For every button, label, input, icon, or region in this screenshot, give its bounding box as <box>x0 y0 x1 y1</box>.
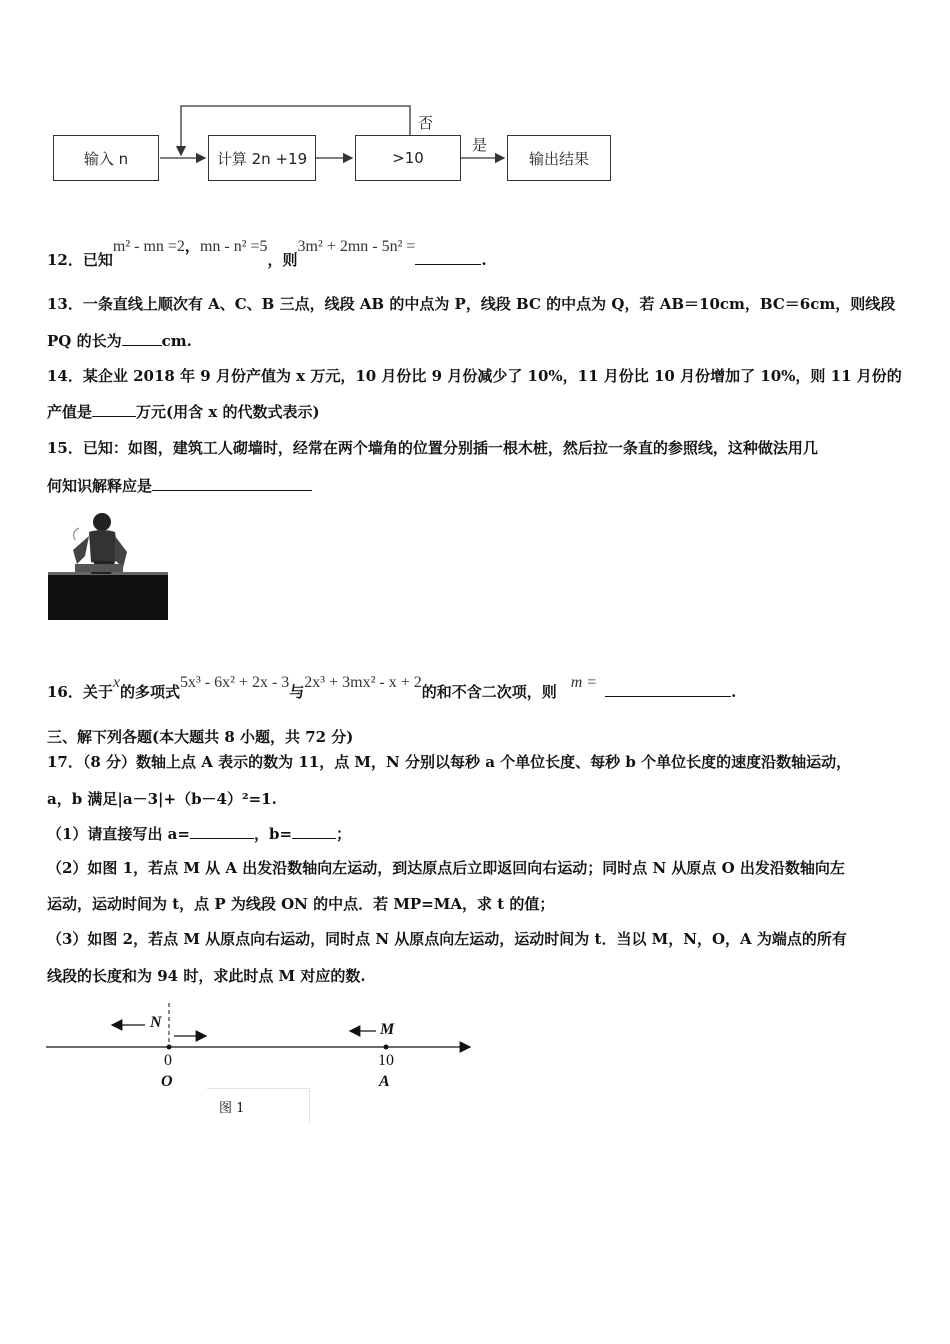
label-N: N <box>150 1014 162 1031</box>
q17-p2-line1: （2）如图 1，若点 M 从 A 出发沿数轴向左运动，到达原点后立即返回向右运动；同时点 N 从原点 O 出发沿数轴向左 <box>47 859 845 877</box>
q13-line2-b: cm. <box>161 332 192 350</box>
label-A: A <box>379 1073 390 1090</box>
q14-answer-blank[interactable] <box>92 402 136 417</box>
figure-1-caption: 图 1 <box>219 1101 245 1116</box>
q17-p3-line1: （3）如图 2，若点 M 从原点向右运动，同时点 N 从原点向左运动，运动时间为 t．当以 M，N，O，A 为端点的所有 <box>47 930 847 948</box>
q15-answer-blank[interactable] <box>152 476 312 491</box>
q13-line2-a: PQ 的长为 <box>47 332 122 350</box>
q15-line2: 何知识解释应是 <box>47 477 153 495</box>
question-15-line2 <box>47 476 312 496</box>
q16-var: x <box>112 674 120 691</box>
point-A <box>384 1045 389 1050</box>
q17-part1 <box>47 824 351 844</box>
q17-p1-a: （1）请直接写出 a= <box>47 825 190 843</box>
number-line <box>0 995 500 1065</box>
q16-poly2: 2x³ + 3mx² - x + 2 <box>304 674 422 691</box>
output-box-label: 输出结果 <box>528 149 589 168</box>
question-14-line2 <box>47 402 320 422</box>
q17-p2-line2: 运动，运动时间为 t，点 P 为线段 ON 的中点．若 MP=MA，求 t 的值； <box>47 895 555 913</box>
label-O: O <box>161 1073 173 1090</box>
q15-line1: 15．已知：如图，建筑工人砌墙时，经常在两个墙角的位置分别插一根木桩，然后拉一条直的参照线，这种做法用几 <box>47 439 818 457</box>
compute-box-label: 计算 2n +19 <box>216 149 308 168</box>
q16-end: . <box>731 683 737 701</box>
q14-line2-a: 产值是 <box>47 403 93 421</box>
q12-expr1: m² - mn =2 <box>112 238 185 255</box>
q17-p1-c: ； <box>336 825 352 843</box>
q12-num: 12．已知 <box>47 251 113 269</box>
yes-label: 是 <box>472 136 488 154</box>
question-13-line2 <box>47 331 192 351</box>
q14-line1: 14．某企业 2018 年 9 月份产值为 x 万元，10 月份比 9 月份减少了 10%，11 月份比 10 月份增加了 10%，则 11 月份的 <box>47 367 902 385</box>
q16-mid3: 的和不含二次项，则 <box>421 683 557 701</box>
q17-b-blank[interactable] <box>292 824 336 839</box>
condition-box-label: >10 <box>392 149 424 167</box>
q13-line1: 13．一条直线上顺次有 A、C、B 三点，线段 AB 的中点为 P，线段 BC 的中点为 Q，若 AB＝10cm，BC＝6cm，则线段 <box>47 295 896 313</box>
q16-mid2: 与 <box>289 683 305 701</box>
condition-box <box>355 135 461 181</box>
tick-0: 0 <box>164 1052 172 1069</box>
label-M: M <box>380 1021 395 1038</box>
input-box-label: 输入 n <box>83 149 129 168</box>
figure-1-caption-box <box>207 1088 310 1123</box>
q12-answer-blank[interactable] <box>415 250 481 265</box>
q17-a-blank[interactable] <box>190 824 254 839</box>
bricklayer-image <box>45 510 170 625</box>
q12-then: ，则 <box>267 251 298 269</box>
q17-p1-b: ，b= <box>253 825 293 843</box>
question-12 <box>47 236 487 269</box>
point-O <box>167 1045 172 1050</box>
q16-mid1: 的多项式 <box>119 683 180 701</box>
q17-line1: 17．（8 分）数轴上点 A 表示的数为 11，点 M，N 分别以每秒 a 个单位长度、每秒 b 个单位长度的速度沿数轴运动， <box>47 753 852 771</box>
q16-num: 16．关于 <box>47 683 113 701</box>
q16-poly1: 5x³ - 6x² + 2x - 3 <box>180 674 290 691</box>
section-3-heading: 三、解下列各题(本大题共 8 小题，共 72 分) <box>47 728 354 746</box>
input-box <box>53 135 159 181</box>
output-box <box>507 135 611 181</box>
q12-sep1: ， <box>184 237 200 255</box>
q17-p3-line2: 线段的长度和为 94 时，求此时点 M 对应的数. <box>47 967 366 985</box>
question-16 <box>47 672 737 701</box>
q17-line2: a，b 满足|a－3|+（b－4）²=1. <box>47 790 277 808</box>
compute-box <box>208 135 316 181</box>
q12-expr2: mn - n² =5 <box>199 238 268 255</box>
q16-answer-blank[interactable] <box>605 682 731 697</box>
q16-ans: m = <box>570 674 598 691</box>
no-label: 否 <box>418 114 434 132</box>
q14-line2-b: 万元(用含 x 的代数式表示) <box>136 403 320 421</box>
q12-expr3: 3m² + 2mn - 5n² = <box>297 238 416 255</box>
tick-10: 10 <box>378 1052 394 1069</box>
q13-answer-blank[interactable] <box>122 331 162 346</box>
q12-end: . <box>481 251 487 269</box>
